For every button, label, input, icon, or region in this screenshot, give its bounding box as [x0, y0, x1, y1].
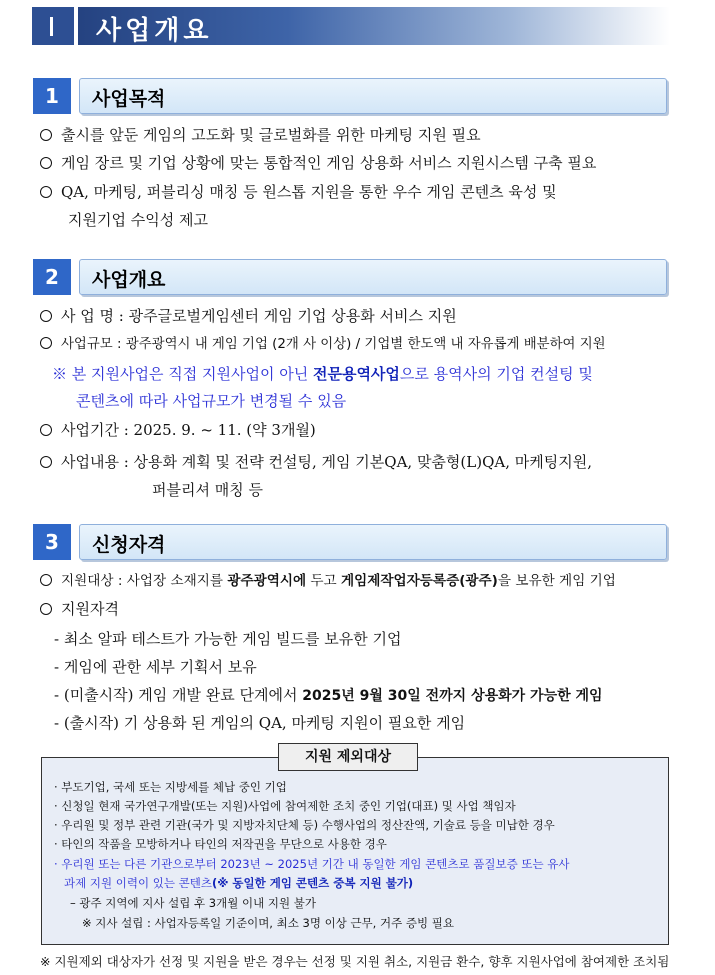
section-number: 1: [33, 78, 71, 114]
circle-bullet-icon: [40, 456, 52, 468]
section-number: 2: [33, 259, 71, 295]
section-header-eligibility: [33, 524, 667, 560]
support-target: 지원대상 : 사업장 소재지를 광주광역시에 두고 게임제작업자등록증(광주)을 보유한 게임 기업: [40, 570, 616, 592]
chapter-number-box: [32, 7, 74, 45]
circle-bullet-icon: [40, 310, 52, 322]
support-qualification: 지원자격: [40, 598, 119, 620]
exclusion-branch-note: ※ 지사 설립 : 사업자등록일 기준이며, 최소 3명 이상 근무, 거주 증빙 필요: [82, 916, 454, 930]
footer-note: ※ 지원제외 대상자가 선정 및 지원을 받은 경우는 선정 및 지원 취소, 지원금 환수, 향후 지원사업에 참여제한 조치됨: [40, 954, 670, 969]
purpose-item-3-cont: 지원기업 수익성 제고: [68, 211, 208, 229]
project-scale: 사업규모 : 광주광역시 내 게임 기업 (2개 사 이상) / 기업별 한도액 내 자유롭게 배분하여 지원: [40, 334, 606, 356]
exclusion-item-2: · 신청일 현재 국가연구개발(또는 지원)사업에 참여제한 조치 중인 기업(대표) 및 사업 책임자: [54, 799, 516, 813]
main-title-banner: [32, 7, 670, 45]
roman-numeral-mark: [50, 17, 53, 36]
qualification-1: - 최소 알파 테스트가 가능한 게임 빌드를 보유한 기업: [54, 630, 402, 648]
exclusion-branch-rule: – 광주 지역에 지사 설립 후 3개월 이내 지원 불가: [70, 896, 316, 910]
circle-bullet-icon: [40, 129, 52, 141]
exclusion-item-4: · 타인의 작품을 모방하거나 타인의 저작권을 무단으로 사용한 경우: [54, 837, 387, 851]
circle-bullet-icon: [40, 186, 52, 198]
circle-bullet-icon: [40, 424, 52, 436]
section-title: 신청자격: [92, 534, 166, 556]
section-header-overview: [33, 259, 667, 295]
exclusion-title: 지원 제외대상: [278, 743, 418, 771]
section-title: 사업목적: [92, 88, 166, 110]
main-title: 사업개요: [96, 16, 213, 46]
exclusion-item-1: · 부도기업, 국세 또는 지방세를 체납 중인 기업: [54, 780, 287, 794]
qualification-3: - (미출시작) 게임 개발 완료 단계에서 2025년 9월 30일 전까지 상용화가 가능한 게임: [54, 686, 603, 704]
section-title: 사업개요: [92, 269, 166, 291]
section-header-purpose: [33, 78, 667, 114]
project-content: 사업내용 : 상용화 계획 및 전략 컨설팅, 게임 기본QA, 맞춤형(L)QA, 마케팅지원,: [40, 451, 592, 473]
scale-note-cont: 콘텐츠에 따라 사업규모가 변경될 수 있음: [76, 392, 347, 410]
project-name: 사 업 명 : 광주글로벌게임센터 게임 기업 상용화 서비스 지원: [40, 305, 457, 327]
section-number: 3: [33, 524, 71, 560]
project-period: 사업기간 : 2025. 9. ~ 11. (약 3개월): [40, 419, 316, 441]
qualification-2: - 게임에 관한 세부 기획서 보유: [54, 658, 257, 676]
exclusion-box: [41, 757, 669, 945]
project-content-cont: 퍼블리셔 매칭 등: [152, 481, 263, 499]
circle-bullet-icon: [40, 157, 52, 169]
qualification-4: - (출시작) 기 상용화 된 게임의 QA, 마케팅 지원이 필요한 게임: [54, 714, 466, 732]
purpose-item-2: 게임 장르 및 기업 상황에 맞는 통합적인 게임 상용화 서비스 지원시스템 구축 필요: [40, 152, 596, 174]
purpose-item-1: 출시를 앞둔 게임의 고도화 및 글로벌화를 위한 마케팅 지원 필요: [40, 124, 481, 146]
exclusion-item-5-cont: 과제 지원 이력이 있는 콘텐츠(※ 동일한 게임 콘텐츠 중복 지원 불가): [64, 876, 414, 890]
exclusion-item-3: · 우리원 및 정부 관련 기관(국가 및 지방자치단체 등) 수행사업의 정산잔액, 기술료 등을 미납한 경우: [54, 818, 555, 832]
circle-bullet-icon: [40, 574, 52, 586]
circle-bullet-icon: [40, 337, 52, 349]
circle-bullet-icon: [40, 603, 52, 615]
purpose-item-3: QA, 마케팅, 퍼블리싱 매칭 등 원스톱 지원을 통한 우수 게임 콘텐츠 육성 및: [40, 181, 557, 203]
exclusion-item-5: · 우리원 또는 다른 기관으로부터 2023년 ~ 2025년 기간 내 동일한 게임 콘텐츠로 품질보증 또는 유사: [54, 857, 570, 871]
scale-note: ※ 본 지원사업은 직접 지원사업이 아닌 전문용역사업으로 용역사의 기업 컨설팅 및: [52, 365, 593, 383]
